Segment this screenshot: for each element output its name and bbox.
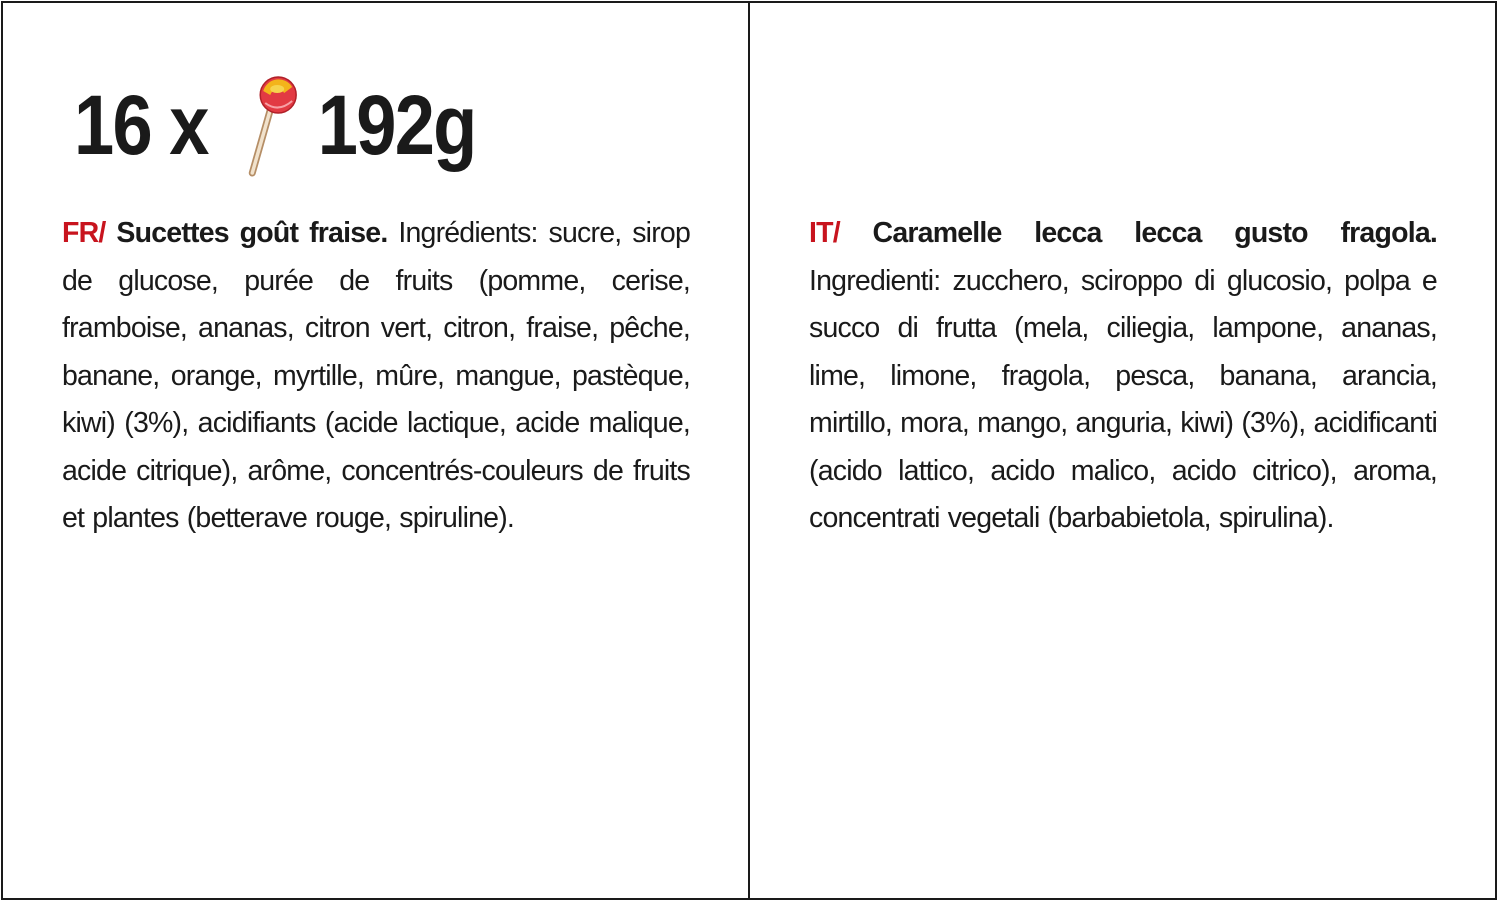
net-weight: 192g — [317, 77, 476, 172]
pack-quantity-header — [74, 70, 476, 180]
ingredients-text-it: Ingredienti: zucchero, sciroppo di glucosio, polpa e succo di frutta (mela, ciliegia, lampone, ananas, lime, limone, fragola, pesca, banana, arancia, mirtillo, mora, mango, anguria, kiwi) (3%), acidificanti (acido lattico, acido malico, acido citrico), aroma, concentrati vegetali (barbabietola, spirulina). — [809, 264, 1438, 534]
language-code-it: IT/ — [809, 217, 840, 249]
lollipop-icon — [234, 73, 304, 178]
ingredients-it — [809, 210, 1437, 543]
column-divider — [748, 1, 750, 900]
ingredients-fr — [62, 210, 690, 543]
piece-count: 16 x — [74, 77, 208, 172]
ingredients-text-fr: Ingrédients: sucre, sirop de glucose, purée de fruits (pomme, cerise, framboise, ananas, citron vert, citron, fraise, pêche, banane, orange, myrtille, mûre, mangue, pastèque, kiwi) (3%), acidifiants (acide lactique, acide malique, acide citrique), arôme, concentrés-couleurs de fruits et plantes (betterave rouge, spiruline). — [62, 217, 691, 534]
product-name-it: Caramelle lecca lecca gusto fragola. — [872, 217, 1437, 249]
language-code-fr: FR/ — [62, 217, 106, 249]
product-name-fr: Sucettes goût fraise. — [116, 217, 388, 249]
